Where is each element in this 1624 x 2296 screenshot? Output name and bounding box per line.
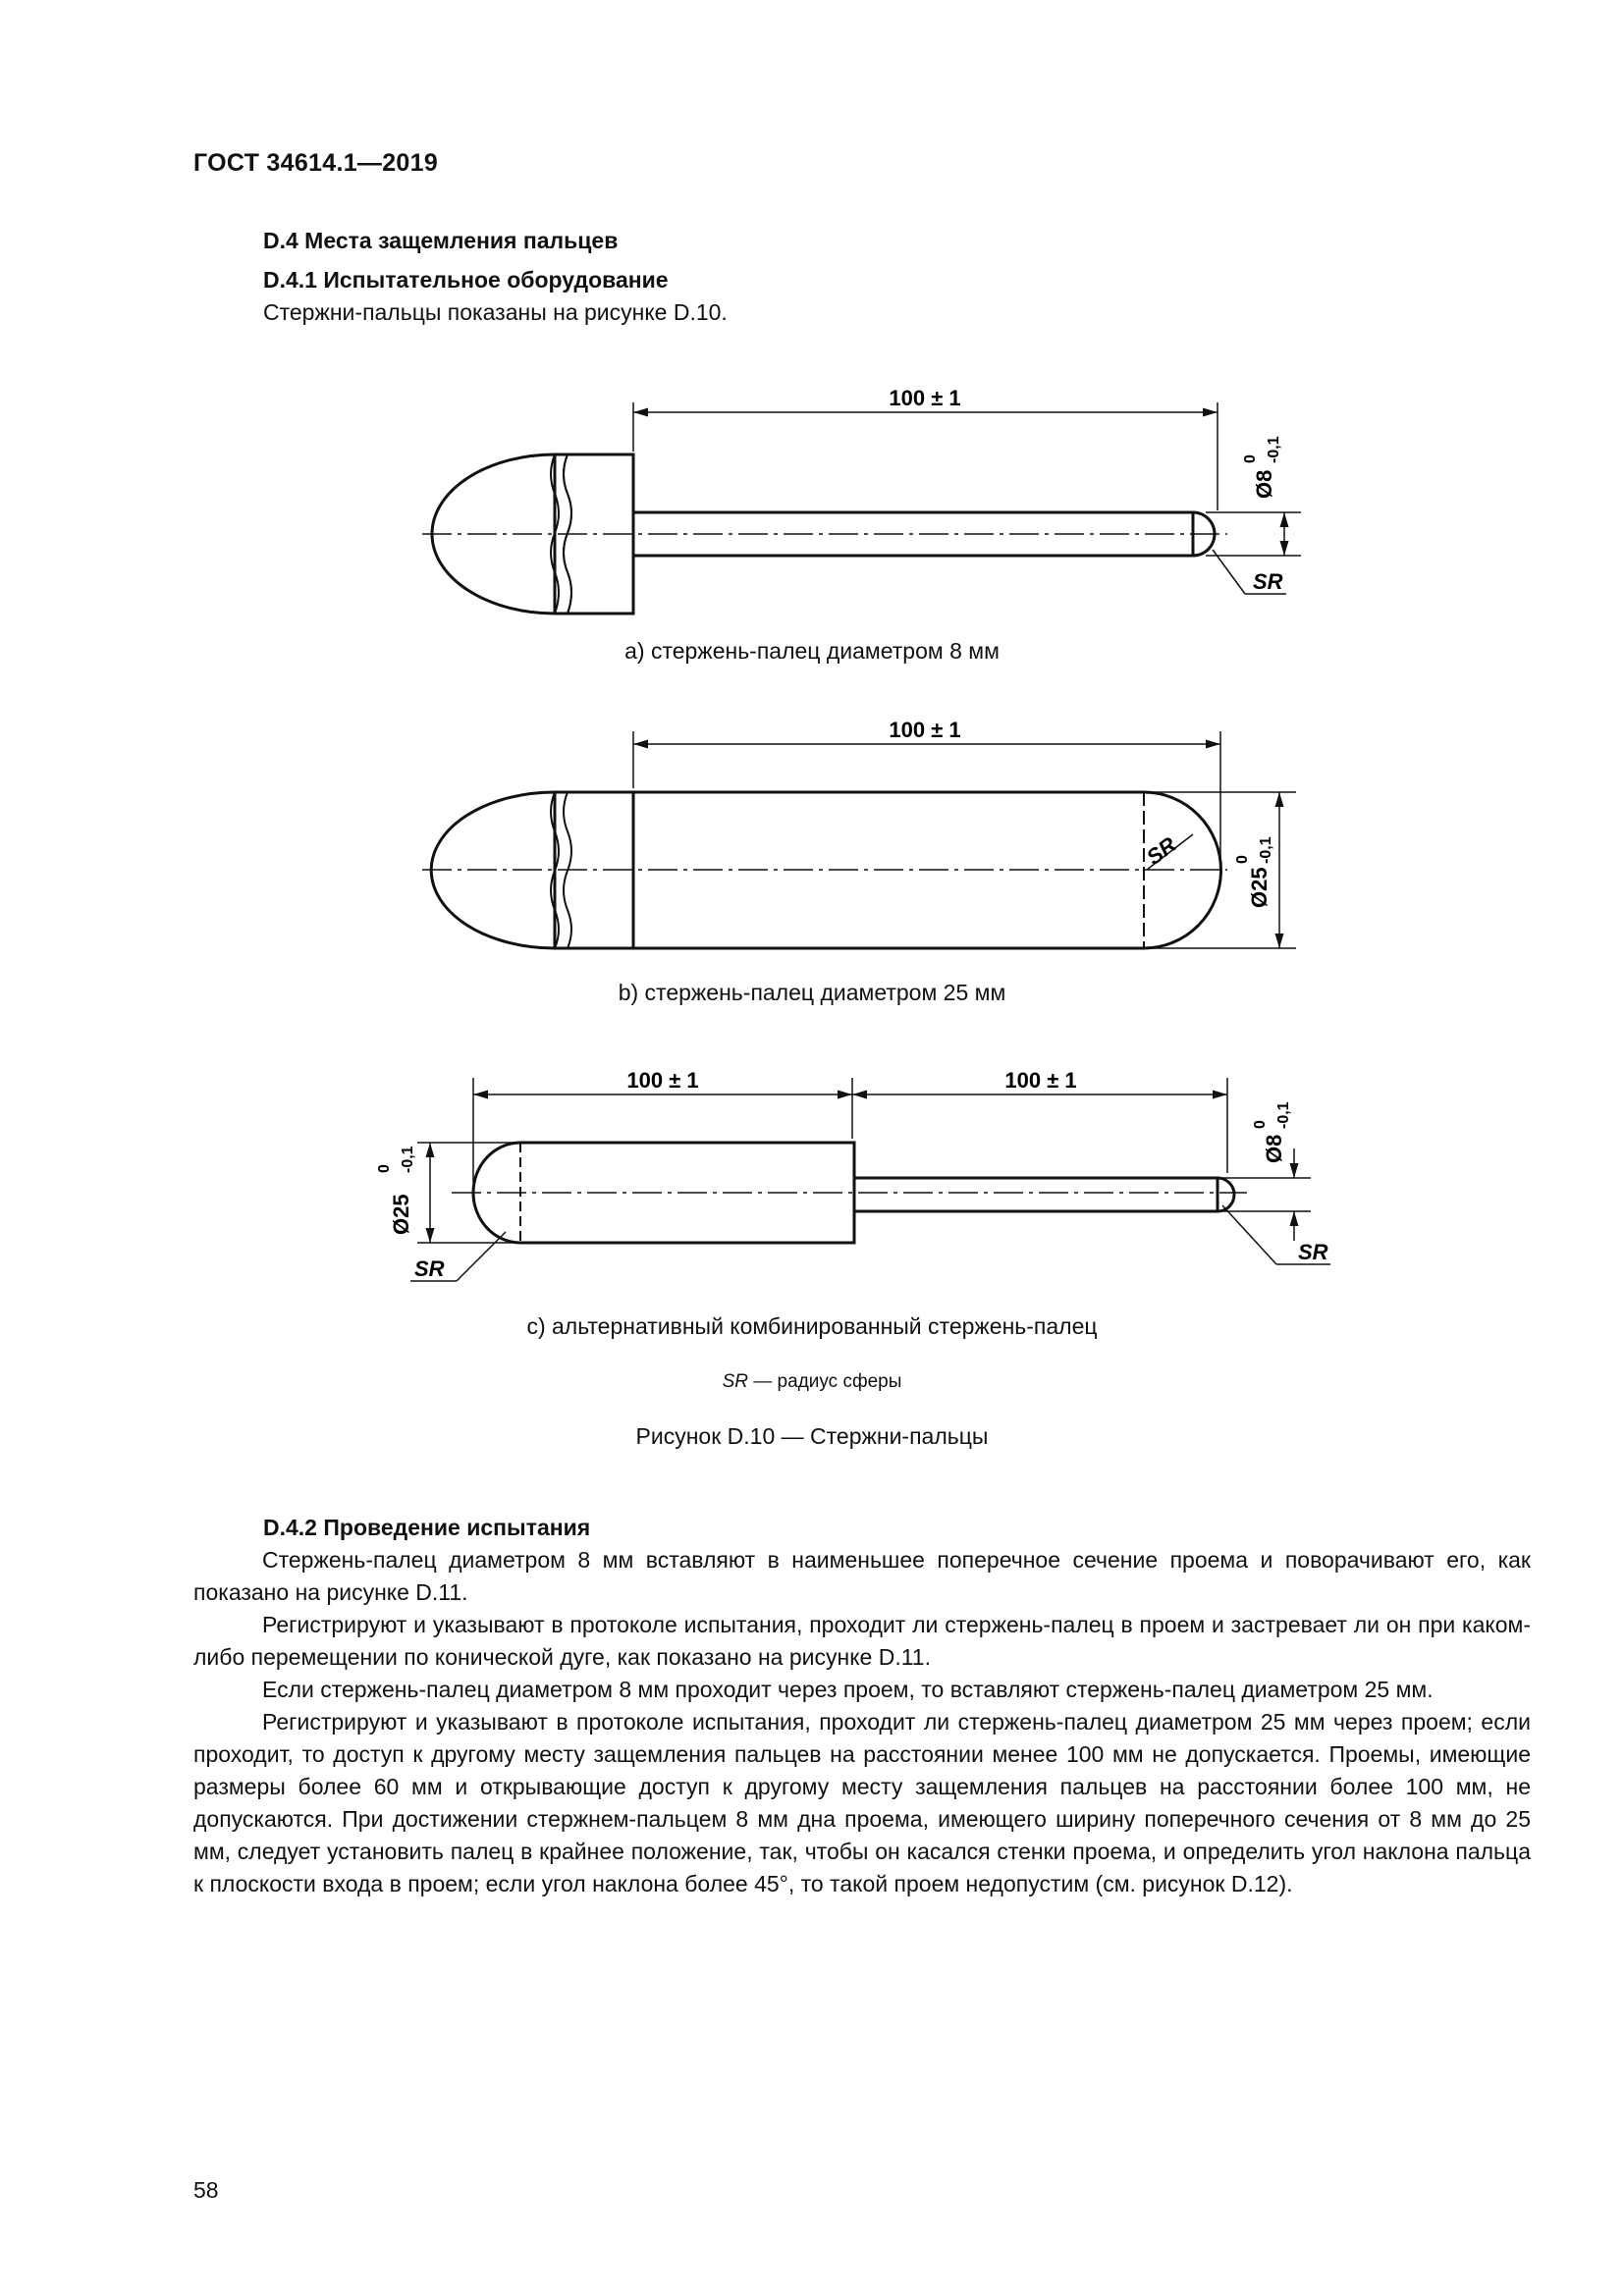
section-d42-heading: D.4.2 Проведение испытания <box>263 1515 591 1540</box>
tolerance-upper-b: 0 <box>1234 855 1251 864</box>
document-code-header: ГОСТ 34614.1—2019 <box>193 149 439 177</box>
tolerance-lower-b: -0,1 <box>1258 836 1274 864</box>
diameter-label-c-wide: Ø25 <box>389 1194 413 1235</box>
sr-label-c-right: SR <box>1298 1240 1328 1264</box>
tolerance-lower-c-narrow: -0,1 <box>1275 1101 1292 1129</box>
figure-a-caption: а) стержень-палец диаметром 8 мм <box>624 638 1000 664</box>
section-d42-body <box>193 1544 1531 1900</box>
diameter-label-b: Ø25 <box>1247 867 1272 908</box>
finger-narrow-section-c <box>854 1178 1218 1211</box>
figure-c-caption: с) альтернативный комбинированный стержень-палец <box>526 1313 1098 1339</box>
tolerance-lower-c-wide: -0,1 <box>400 1146 416 1173</box>
paragraph-2: Регистрируют и указывают в протоколе испытания, проходит ли стержень-палец в проем и застревает ли он при каком-либо перемещении по конической дуге, как показано на рисунке D.11. <box>193 1612 1531 1670</box>
tolerance-lower-a: -0,1 <box>1266 436 1282 463</box>
section-d41-intro: Стержни-пальцы показаны на рисунке D.10. <box>263 299 728 325</box>
legend-sr-text: — радиус сферы <box>748 1371 902 1392</box>
sr-label-b: SR <box>1141 831 1181 870</box>
dimension-length-a: 100 ± 1 <box>889 386 961 410</box>
figure-title: Рисунок D.10 — Стержни-пальцы <box>635 1423 989 1449</box>
figure-c-drawing <box>0 1050 1624 1296</box>
diameter-label-a: Ø8 <box>1252 469 1276 499</box>
tolerance-upper-c-wide: 0 <box>376 1164 393 1173</box>
finger-tip-c <box>1218 1178 1234 1211</box>
sr-label-a: SR <box>1253 569 1283 594</box>
figure-b-caption: b) стержень-палец диаметром 25 мм <box>618 980 1006 1005</box>
tolerance-upper-a: 0 <box>1242 454 1259 463</box>
tolerance-upper-c-narrow: 0 <box>1252 1120 1269 1129</box>
section-d41-heading: D.4.1 Испытательное оборудование <box>263 267 669 293</box>
dimension-length-c-right: 100 ± 1 <box>1004 1068 1077 1093</box>
page-number: 58 <box>193 2177 219 2203</box>
figure-b-drawing <box>0 707 1624 972</box>
paragraph-4: Регистрируют и указывают в протоколе испытания, проходит ли стержень-палец диаметром 25 мм через проем; если проходит, то доступ к другому месту защемления пальцев на расстоянии менее 100 мм не допускается. Проемы, имеющие размеры более 60 мм и открывающие доступ к другому месту защемления пальцев на расстоянии более 100 мм, не допускаются. При достижении стержнем-пальцем 8 мм дна проема, имеющего ширину поперечного сечения от 8 мм до 25 мм, следует установить палец в крайнее положение, так, чтобы он касался стенки проема, и определить угол наклона пальца к плоскости входа в проем; если угол наклона более 45°, то такой проем недопустим (см. рисунок D.12). <box>193 1709 1531 1896</box>
paragraph-3: Если стержень-палец диаметром 8 мм проходит через проем, то вставляют стержень-палец диаметром 25 мм. <box>262 1677 1434 1702</box>
figure-a-drawing <box>0 373 1624 638</box>
sr-label-c-left: SR <box>414 1256 445 1281</box>
legend-sr-symbol: SR <box>722 1371 748 1392</box>
section-d4-heading: D.4 Места защемления пальцев <box>263 228 619 253</box>
paragraph-1: Стержень-палец диаметром 8 мм вставляют в наименьшее поперечное сечение проема и поворачивают его, как показано на рисунке D.11. <box>193 1547 1531 1605</box>
diameter-label-c-narrow: Ø8 <box>1262 1134 1286 1163</box>
figure-legend <box>0 1371 1624 1393</box>
dimension-length-b: 100 ± 1 <box>889 718 961 742</box>
dimension-length-c-left: 100 ± 1 <box>626 1068 699 1093</box>
